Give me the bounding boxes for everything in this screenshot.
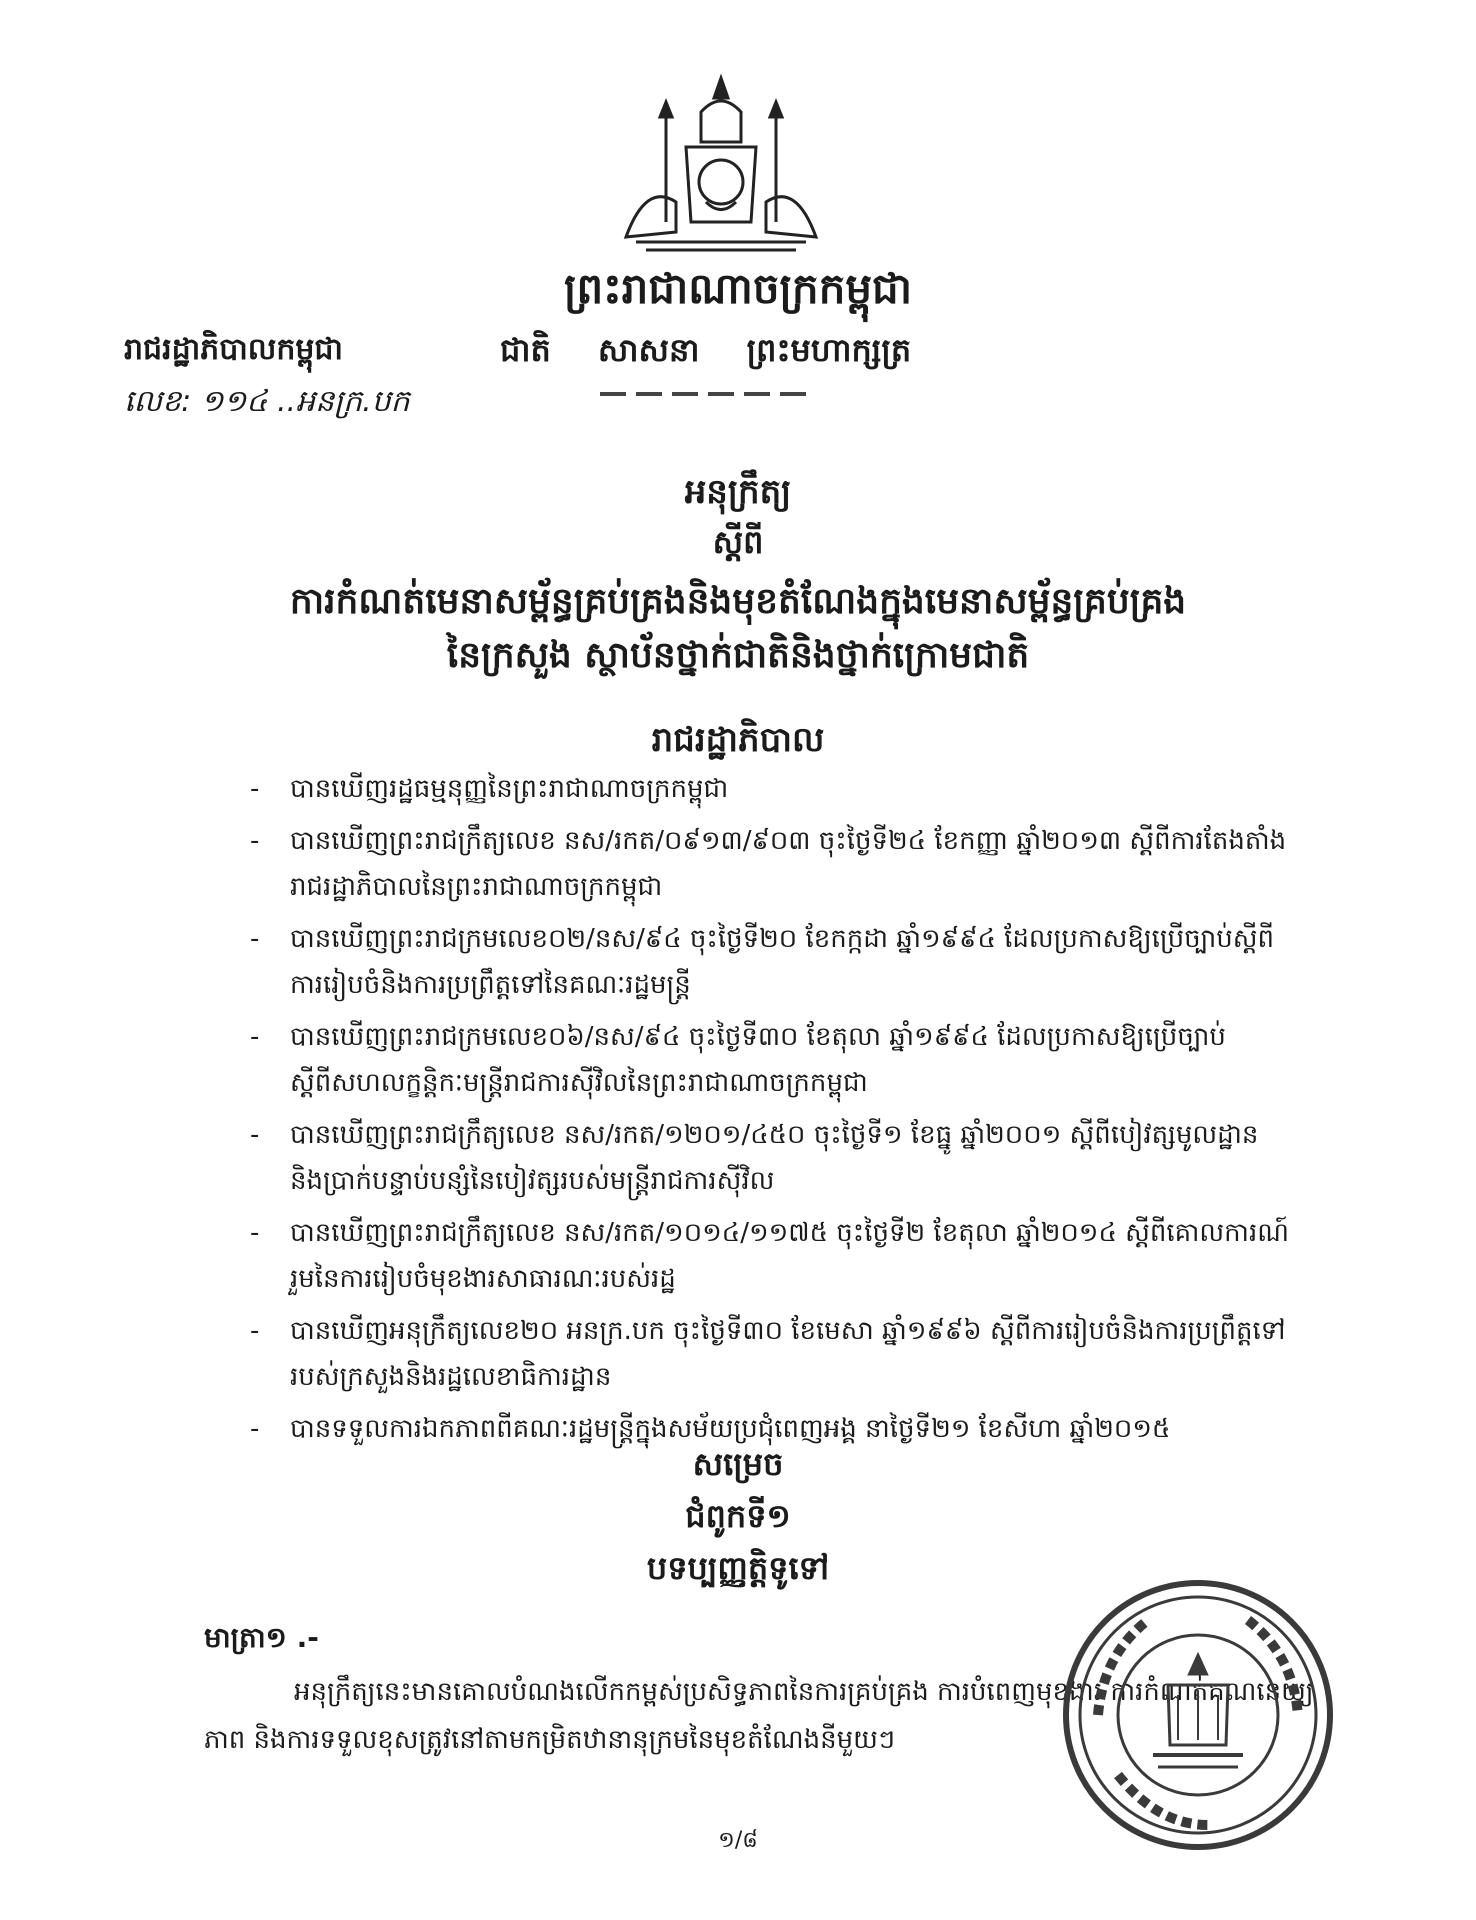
document-about: ស្ដីពី bbox=[712, 523, 764, 561]
decides-heading: សម្រេច bbox=[692, 1445, 784, 1483]
national-motto bbox=[500, 330, 947, 377]
document-type: អនុក្រឹត្យ bbox=[684, 472, 792, 512]
consideration-item: - បានឃើញព្រះរាជក្រឹត្យលេខ នស/រកត/១២០១/៤៥០ ចុះថ្ងៃទី១ ខែធ្នូ ឆ្នាំ២០០១ ស្ដីពីបៀវត្សមូលដ្ឋាននិងប្រាក់បន្ទាប់បន្សំនៃបៀវត្សរបស់មន្ត្រីរាជការស៊ីវិល bbox=[250, 1120, 1259, 1196]
chapter-title: បទប្បញ្ញត្តិទូទៅ bbox=[646, 1549, 830, 1587]
consideration-item: - បានឃើញអនុក្រឹត្យលេខ២០ អនក្រ.បក ចុះថ្ងៃទី៣០ ខែមេសា ឆ្នាំ១៩៩៦ ស្ដីពីការរៀបចំនិងការប្រព្រឹត្តទៅរបស់ក្រសួងនិងរដ្ឋលេខាធិការដ្ឋាន bbox=[250, 1316, 1286, 1392]
motto-religion: សាសនា bbox=[597, 331, 700, 369]
reference-number: លេខ: ១១៤ ..អនក្រ.បក bbox=[124, 384, 410, 419]
issuing-authority: រាជរដ្ឋាភិបាលកម្ពុជា bbox=[124, 332, 343, 367]
motto-nation: ជាតិ bbox=[500, 331, 551, 369]
ornament-divider-icon bbox=[600, 386, 810, 402]
consideration-item: - បានឃើញព្រះរាជក្រឹត្យលេខ នស/រកត/១០១៤/១១៧៥ ចុះថ្ងៃទី២ ខែតុលា ឆ្នាំ២០១៤ ស្ដីពីគោលការណ៍រួមនៃការរៀបចំមុខងារសាធារណៈរបស់រដ្ឋ bbox=[250, 1218, 1289, 1294]
consideration-item: - បានឃើញព្រះរាជក្រមលេខ០២/នស/៩៤ ចុះថ្ងៃទី២០ ខែកក្កដា ឆ្នាំ១៩៩៤ ដែលប្រកាសឱ្យប្រើច្បាប់ស្ដីពីការរៀបចំនិងការប្រព្រឹត្តទៅនៃគណៈរដ្ឋមន្ត្រី bbox=[250, 924, 1275, 1000]
royal-emblem-icon bbox=[606, 72, 836, 252]
article-label: មាត្រា១ .- bbox=[204, 1621, 319, 1654]
consideration-item: - បានឃើញព្រះរាជក្រមលេខ០៦/នស/៩៤ ចុះថ្ងៃទី៣០ ខែតុលា ឆ្នាំ១៩៩៤ ដែលប្រកាសឱ្យប្រើច្បាប់ស្ដីពីសហលក្ខន្តិកៈមន្ត្រីរាជការស៊ីវិលនៃព្រះរាជាណាចក្រកម្ពុជា bbox=[250, 1022, 1226, 1098]
official-seal-icon bbox=[1058, 1575, 1338, 1855]
document-title-line-2: នៃក្រសួង ស្ថាប័នថ្នាក់ជាតិនិងថ្នាក់ក្រោមជាតិ bbox=[446, 635, 1030, 676]
chapter-heading: ជំពូកទី១ bbox=[685, 1497, 791, 1535]
consideration-item: - បានឃើញព្រះរាជក្រឹត្យលេខ នស/រកត/០៩១៣/៩០៣ ចុះថ្ងៃទី២៤ ខែកញ្ញា ឆ្នាំ២០១៣ ស្ដីពីការតែងតាំងរាជរដ្ឋាភិបាលនៃព្រះរាជាណាចក្រកម្ពុជា bbox=[250, 826, 1287, 902]
considerations-list bbox=[250, 766, 1290, 1458]
document-title-line-1: ការកំណត់មេនាសម្ព័ន្ធគ្រប់គ្រងនិងមុខតំណែងក្នុងមេនាសម្ព័ន្ធគ្រប់គ្រង bbox=[289, 581, 1187, 622]
article-body: អនុក្រឹត្យនេះមានគោលបំណងលើកកម្ពស់ប្រសិទ្ធភាពនៃការគ្រប់គ្រង ការបំពេញមុខងារ ការកំណត់គណនេយ្យភាព និងការទទួលខុសត្រូវនៅតាមកម្រិតឋានានុក្រមនៃមុខតំណែងនីមួយៗ bbox=[204, 1677, 1314, 1755]
kingdom-title: ព្រះរាជាណាចក្រកម្ពុជា bbox=[563, 264, 913, 313]
motto-king: ព្រះមហាក្សត្រ bbox=[746, 331, 912, 369]
consideration-item: - បានទទួលការឯកភាពពីគណៈរដ្ឋមន្ត្រីក្នុងសម័យប្រជុំពេញអង្គ នាថ្ងៃទី២១ ខែសីហា ឆ្នាំ២០១៥ bbox=[250, 1414, 1171, 1444]
issuing-body: រាជរដ្ឋាភិបាល bbox=[651, 720, 825, 760]
consideration-item: - បានឃើញរដ្ឋធម្មនុញ្ញនៃព្រះរាជាណាចក្រកម្ពុជា bbox=[250, 774, 729, 804]
page-number: ១/៨ bbox=[718, 1828, 758, 1853]
